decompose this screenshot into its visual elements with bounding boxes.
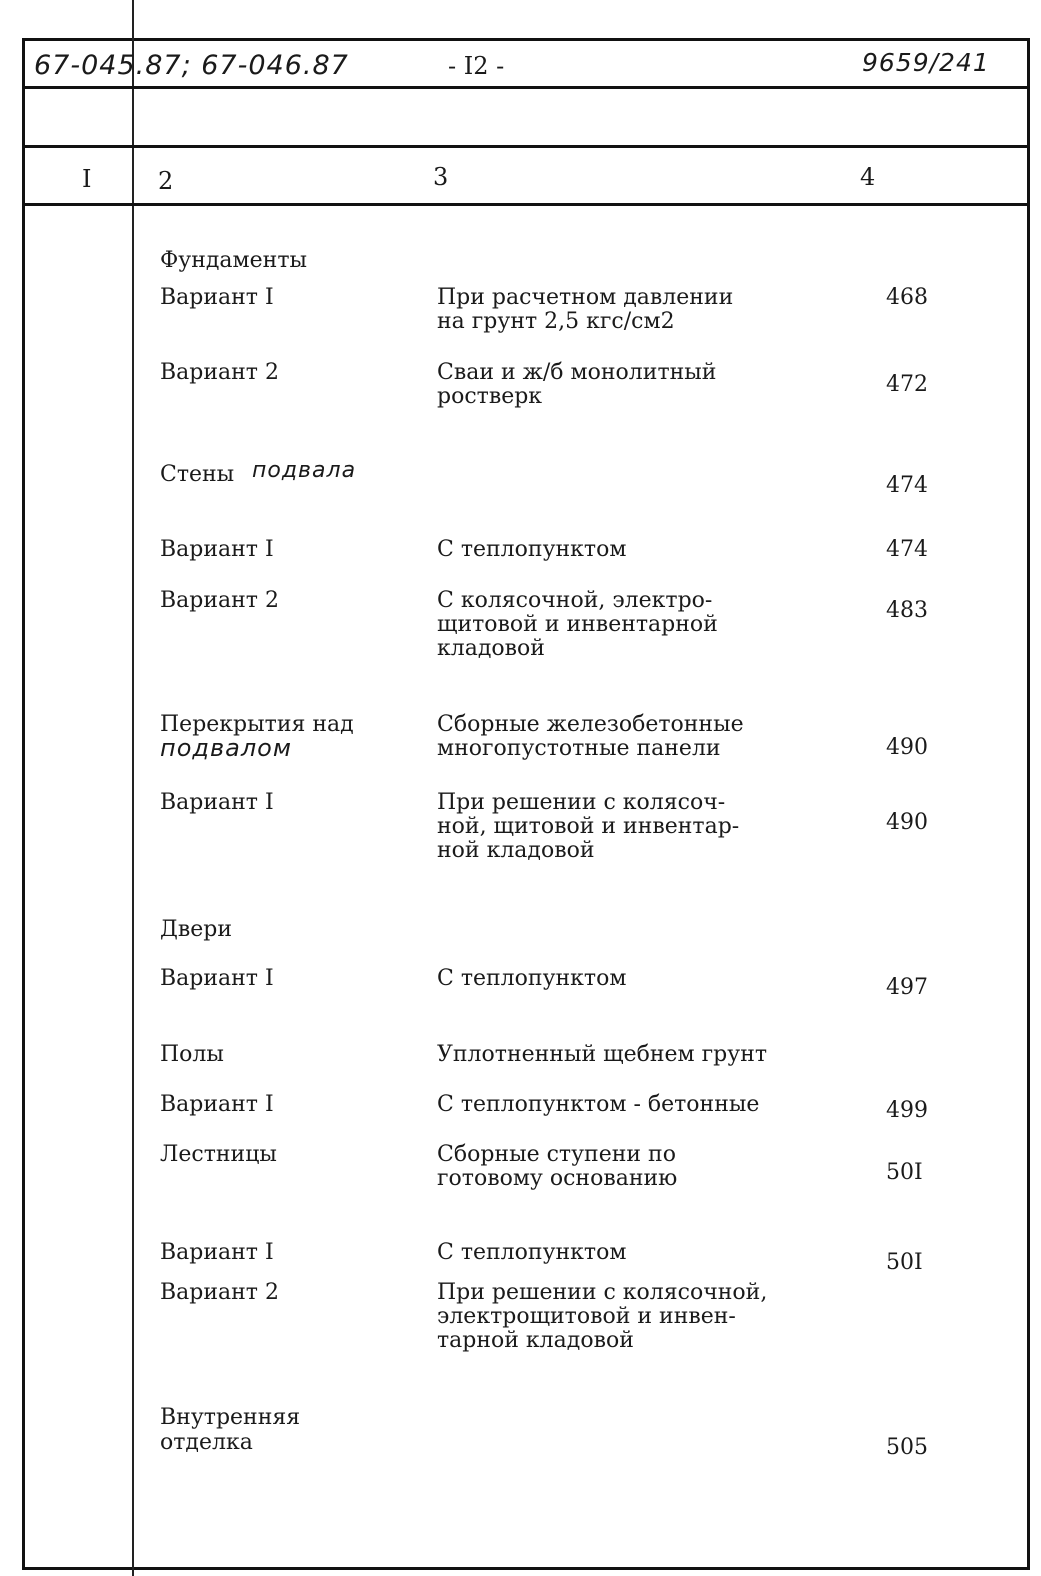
row-description: тарной кладовой [437,1328,634,1353]
row-description: С теплопунктом [437,537,627,562]
row-description: С теплопунктом - бетонные [437,1092,760,1117]
row-item-label: Внутренняя [160,1405,301,1430]
row-description: на грунт 2,5 кгс/см2 [437,309,675,334]
row-description: С колясочной, электро- [437,588,713,613]
row-item-label: Стены [160,462,235,487]
row-description: ной кладовой [437,838,595,863]
row-page-value: 50I [886,1160,923,1185]
row-item-label: Полы [160,1042,224,1067]
row-description: Сваи и ж/б монолитный [437,360,717,385]
row-item-label: Вариант I [160,790,274,815]
row-page-value: 483 [886,598,928,623]
row-description: Сборные ступени по [437,1142,676,1167]
row-description: При решении с колясоч- [437,790,726,815]
row-item-label: Вариант 2 [160,588,279,613]
row-description: При решении с колясочной, [437,1280,768,1305]
row-description: При расчетном давлении [437,285,734,310]
row-page-value: 468 [886,285,928,310]
row-page-value: 505 [886,1435,928,1460]
handwritten-annotation: подвалом [160,734,292,762]
column-number-1: I [82,165,92,193]
page-number: - I2 - [448,52,505,80]
row-item-label: Перекрытия над [160,712,354,737]
row-item-label: Вариант I [160,1240,274,1265]
row-item-label: Вариант 2 [160,1280,279,1305]
column-divider [132,0,134,1576]
row-item-label: Вариант I [160,285,274,310]
row-item-label: Лестницы [160,1142,277,1167]
row-page-value: 474 [886,537,928,562]
row-description: Уплотненный щебнем грунт [437,1042,768,1067]
row-description: кладовой [437,636,545,661]
row-description: Сборные железобетонные [437,712,744,737]
column-header-top-rule [22,145,1030,148]
inventory-number: 9659/241 [862,48,990,77]
row-description: готовому основанию [437,1166,678,1191]
document-codes: 67-045.87; 67-046.87 [34,50,349,81]
row-description: ростверк [437,384,543,409]
row-page-value: 497 [886,975,928,1000]
row-description: щитовой и инвентарной [437,612,718,637]
row-description: электрощитовой и инвен- [437,1304,736,1329]
row-item-label: отделка [160,1430,253,1455]
row-page-value: 474 [886,473,928,498]
row-item-label: Двери [160,917,233,942]
column-number-3: 3 [433,163,449,191]
column-number-2: 2 [158,167,174,195]
row-item-label: Вариант 2 [160,360,279,385]
row-page-value: 50I [886,1250,923,1275]
row-item-label: Вариант I [160,966,274,991]
row-item-label: Фундаменты [160,248,308,273]
row-description: ной, щитовой и инвентар- [437,814,740,839]
row-description: многопустотные панели [437,736,721,761]
header-divider [22,86,1030,89]
row-item-label: Вариант I [160,1092,274,1117]
row-page-value: 490 [886,810,928,835]
row-page-value: 490 [886,735,928,760]
row-description: С теплопунктом [437,966,627,991]
row-page-value: 499 [886,1098,928,1123]
row-item-label: Вариант I [160,537,274,562]
column-number-4: 4 [860,163,876,191]
row-page-value: 472 [886,372,928,397]
row-description: С теплопунктом [437,1240,627,1265]
column-header-bottom-rule [22,203,1030,206]
handwritten-annotation: подвала [252,458,357,483]
